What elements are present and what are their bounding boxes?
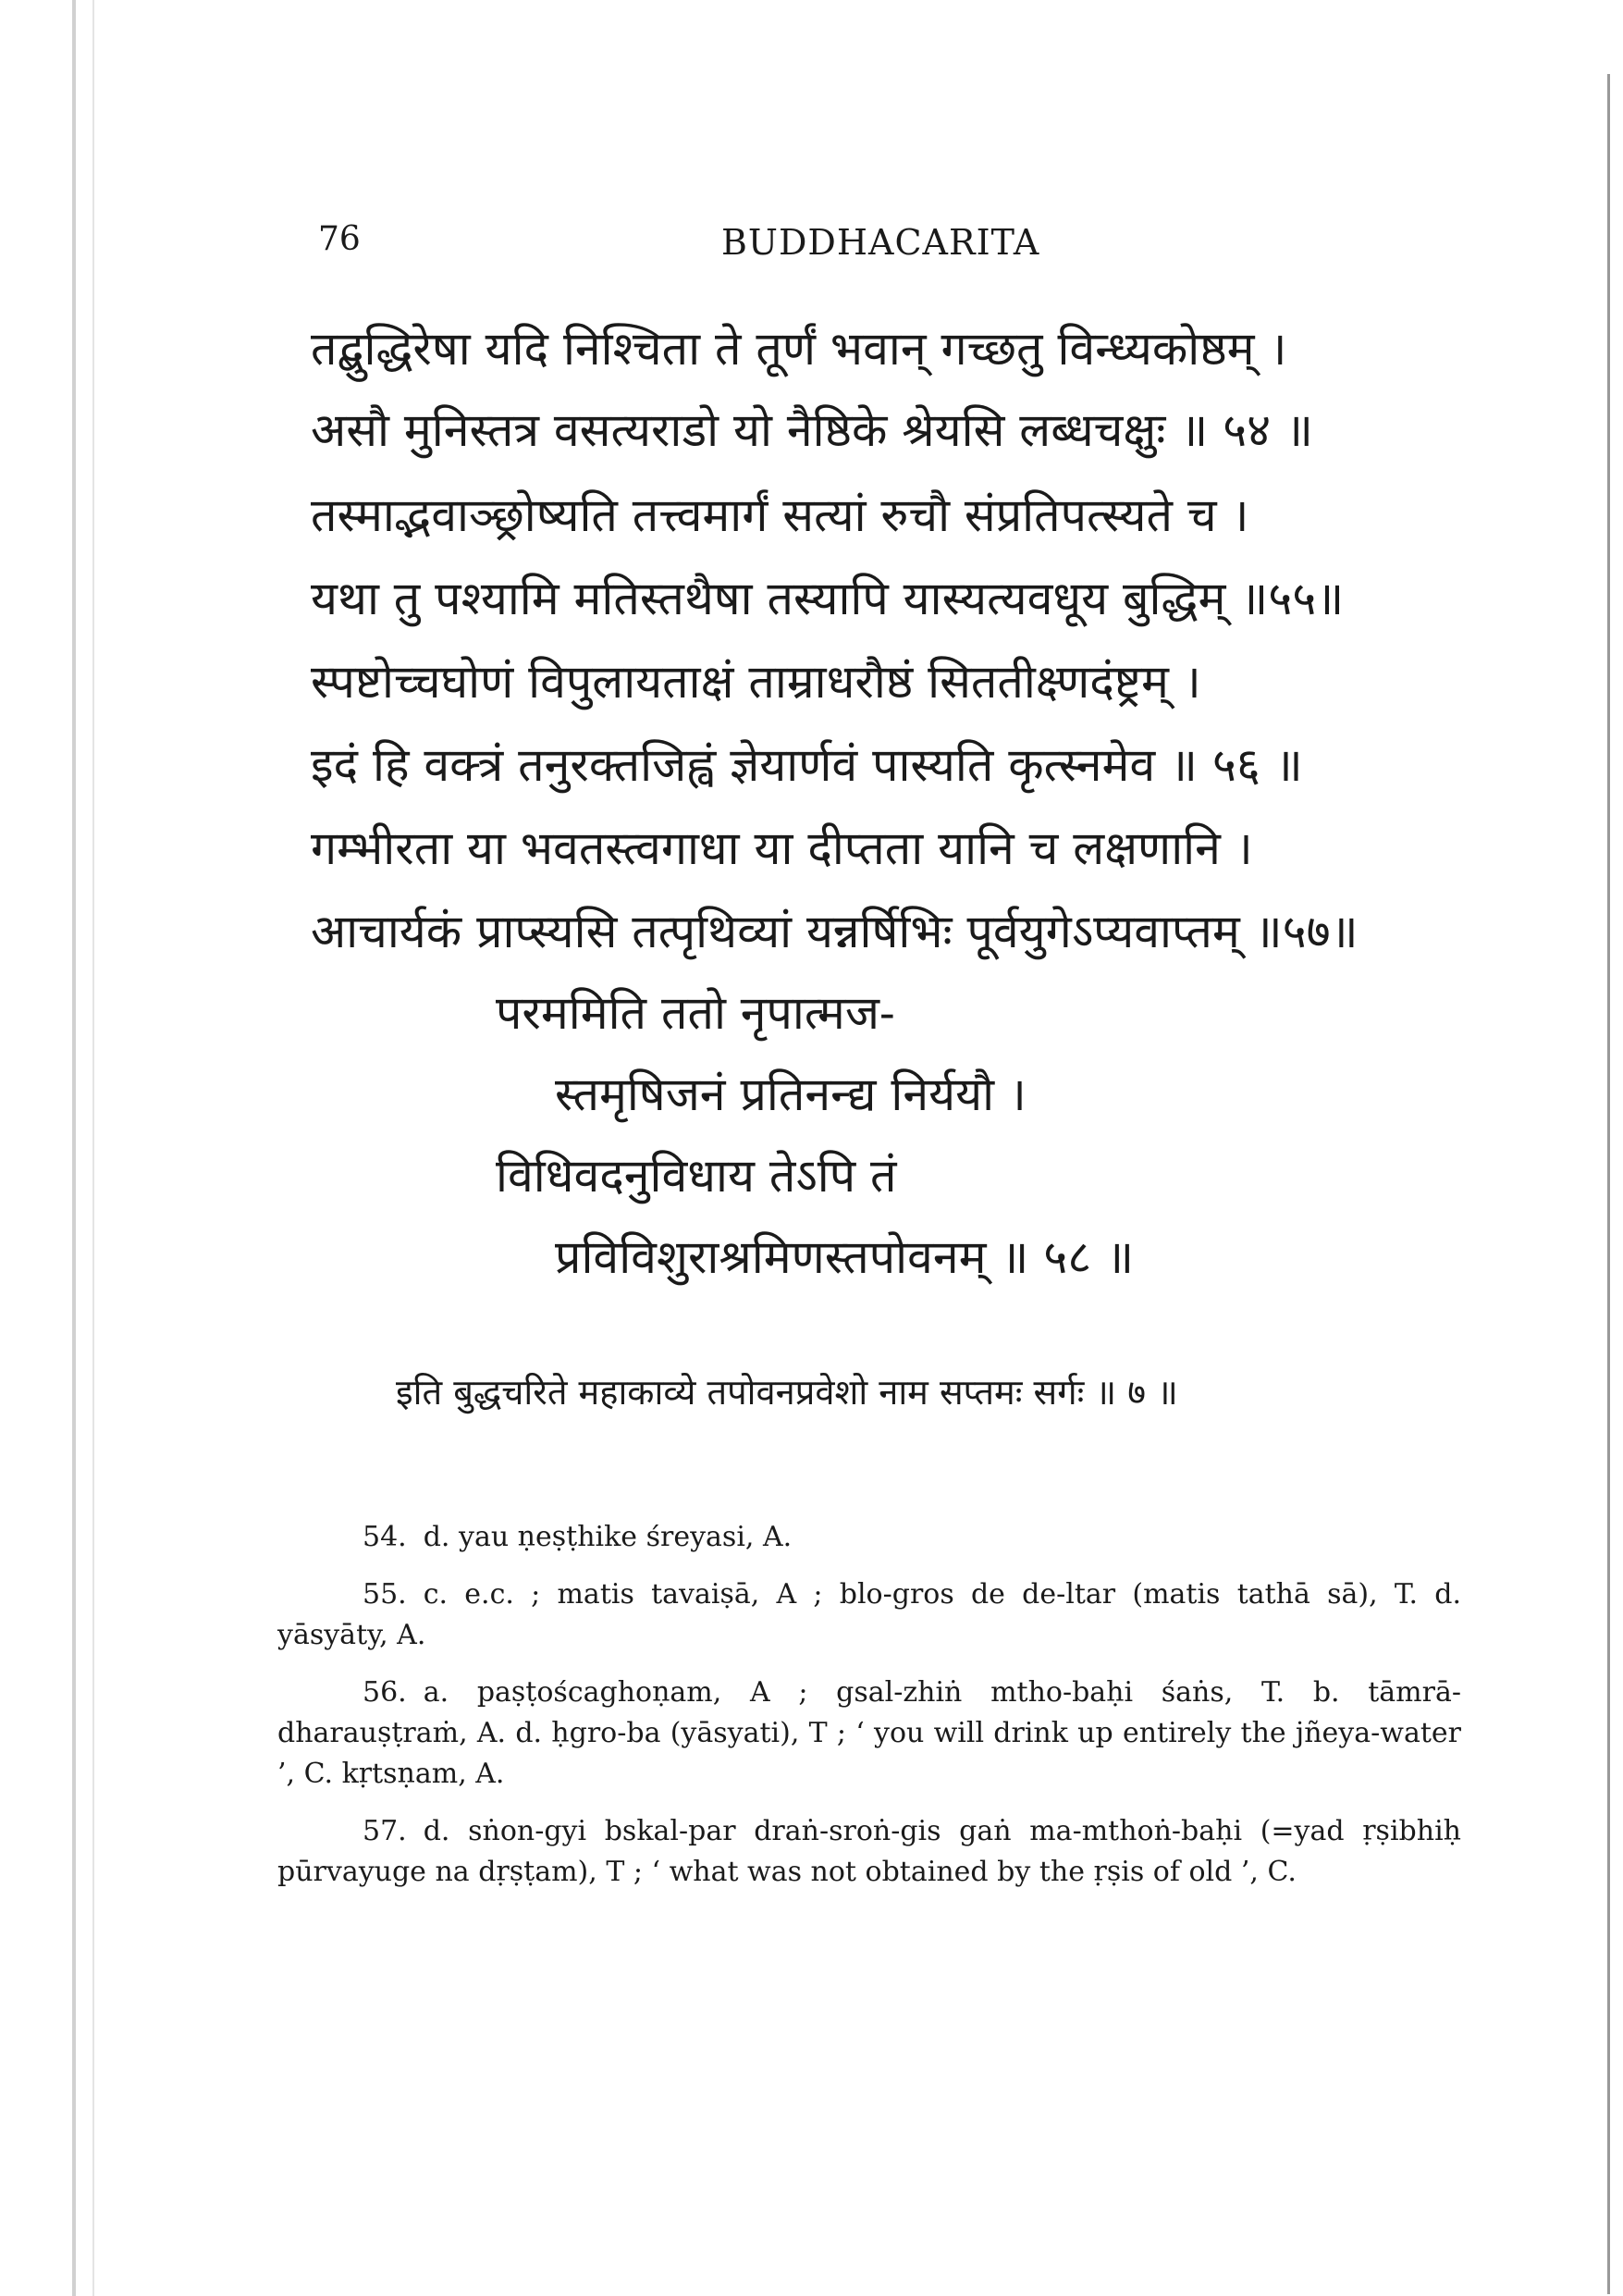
footnote-number: 54. xyxy=(363,1521,407,1553)
verse-line-6: इदं हि वक्त्रं तनुरक्तजिह्वं ज्ञेयार्णवं पास्यति कृत्स्नमेव ॥ ५६ ॥ xyxy=(311,738,1303,792)
footnote-text: d. yau ṇeṣṭhike śreyasi, A. xyxy=(423,1521,793,1553)
verse-line-3: तस्माद्भवाञ्छ्रोष्यति तत्त्वमार्गं सत्यां रुचौ संप्रतिपत्स्यते च । xyxy=(311,488,1249,542)
footnote-56 xyxy=(277,1673,1461,1795)
running-title: BUDDHACARITA xyxy=(721,222,1040,263)
page-edge-right xyxy=(1607,74,1610,2294)
verse-line-12: प्रविविशुराश्रमिणस्तपोवनम् ॥ ५८ ॥ xyxy=(555,1230,1135,1284)
verse-line-10: स्तमृषिजनं प्रतिनन्द्य निर्ययौ । xyxy=(555,1068,1027,1121)
verse-line-2: असौ मुनिस्तत्र वसत्यराडो यो नैष्ठिके श्रेयसि लब्धचक्षुः ॥ ५४ ॥ xyxy=(311,403,1313,457)
page-edge-left xyxy=(72,0,76,2296)
footnote-text: a. paṣṭoścaghoṇam, A ; gsal-zhiṅ mtho-baḥi śaṅs, T. b. tāmrā-dharauṣṭraṁ, A. d. ḥgro-ba (yāsyati), T ; ‘ you will drink up entirely the jñeya-water ’, C. kṛtsṇam, A. xyxy=(277,1676,1461,1790)
verse-line-9: परममिति ततो नृपात्मज- xyxy=(496,986,895,1040)
verse-line-8: आचार्यकं प्राप्स्यसि तत्पृथिव्यां यन्नर्षिभिः पूर्वयुगेऽप्यवाप्तम् ॥५७॥ xyxy=(311,905,1359,958)
footnote-number: 56. xyxy=(363,1676,407,1709)
verse-line-1: तद्बुद्धिरेषा यदि निश्चिता ते तूर्णं भवान् गच्छतु विन्ध्यकोष्ठम् । xyxy=(311,322,1287,376)
verse-line-5: स्पष्टोच्चघोणं विपुलायताक्षं ताम्राधरौष्ठं सिततीक्ष्णदंष्ट्रम् । xyxy=(311,655,1201,709)
footnote-55 xyxy=(277,1574,1461,1656)
footnote-text: c. e.c. ; matis tavaiṣā, A ; blo-gros de de-ltar (matis tathā sā), T. d. yāsyāty, A. xyxy=(277,1578,1461,1651)
footnote-number: 57. xyxy=(363,1815,407,1847)
footnote-57 xyxy=(277,1811,1461,1893)
verse-line-11: विधिवदनुविधाय तेऽपि तं xyxy=(496,1149,897,1203)
footnotes xyxy=(277,1517,1461,1909)
canto-colophon: इति बुद्धचरिते महाकाव्ये तपोवनप्रवेशो नाम सप्तमः सर्गः ॥ ७ ॥ xyxy=(396,1372,1178,1413)
footnote-54 xyxy=(277,1517,1461,1558)
page-edge-left-inner xyxy=(92,0,94,2296)
footnote-number: 55. xyxy=(363,1578,407,1611)
verse-line-7: गम्भीरता या भवतस्त्वगाधा या दीप्तता यानि च लक्षणानि । xyxy=(311,821,1253,875)
page-number: 76 xyxy=(318,220,361,258)
footnote-text: d. sṅon-gyi bskal-par draṅ-sroṅ-gis gaṅ ma-mthoṅ-baḥi (=yad ṛṣibhiḥ pūrvayuge na dṛṣṭam), T ; ‘ what was not obtained by the ṛṣis of old ’, C. xyxy=(277,1815,1461,1888)
verse-line-4: यथा तु पश्यामि मतिस्तथैषा तस्यापि यास्यत्यवधूय बुद्धिम् ॥५५॥ xyxy=(311,572,1345,625)
